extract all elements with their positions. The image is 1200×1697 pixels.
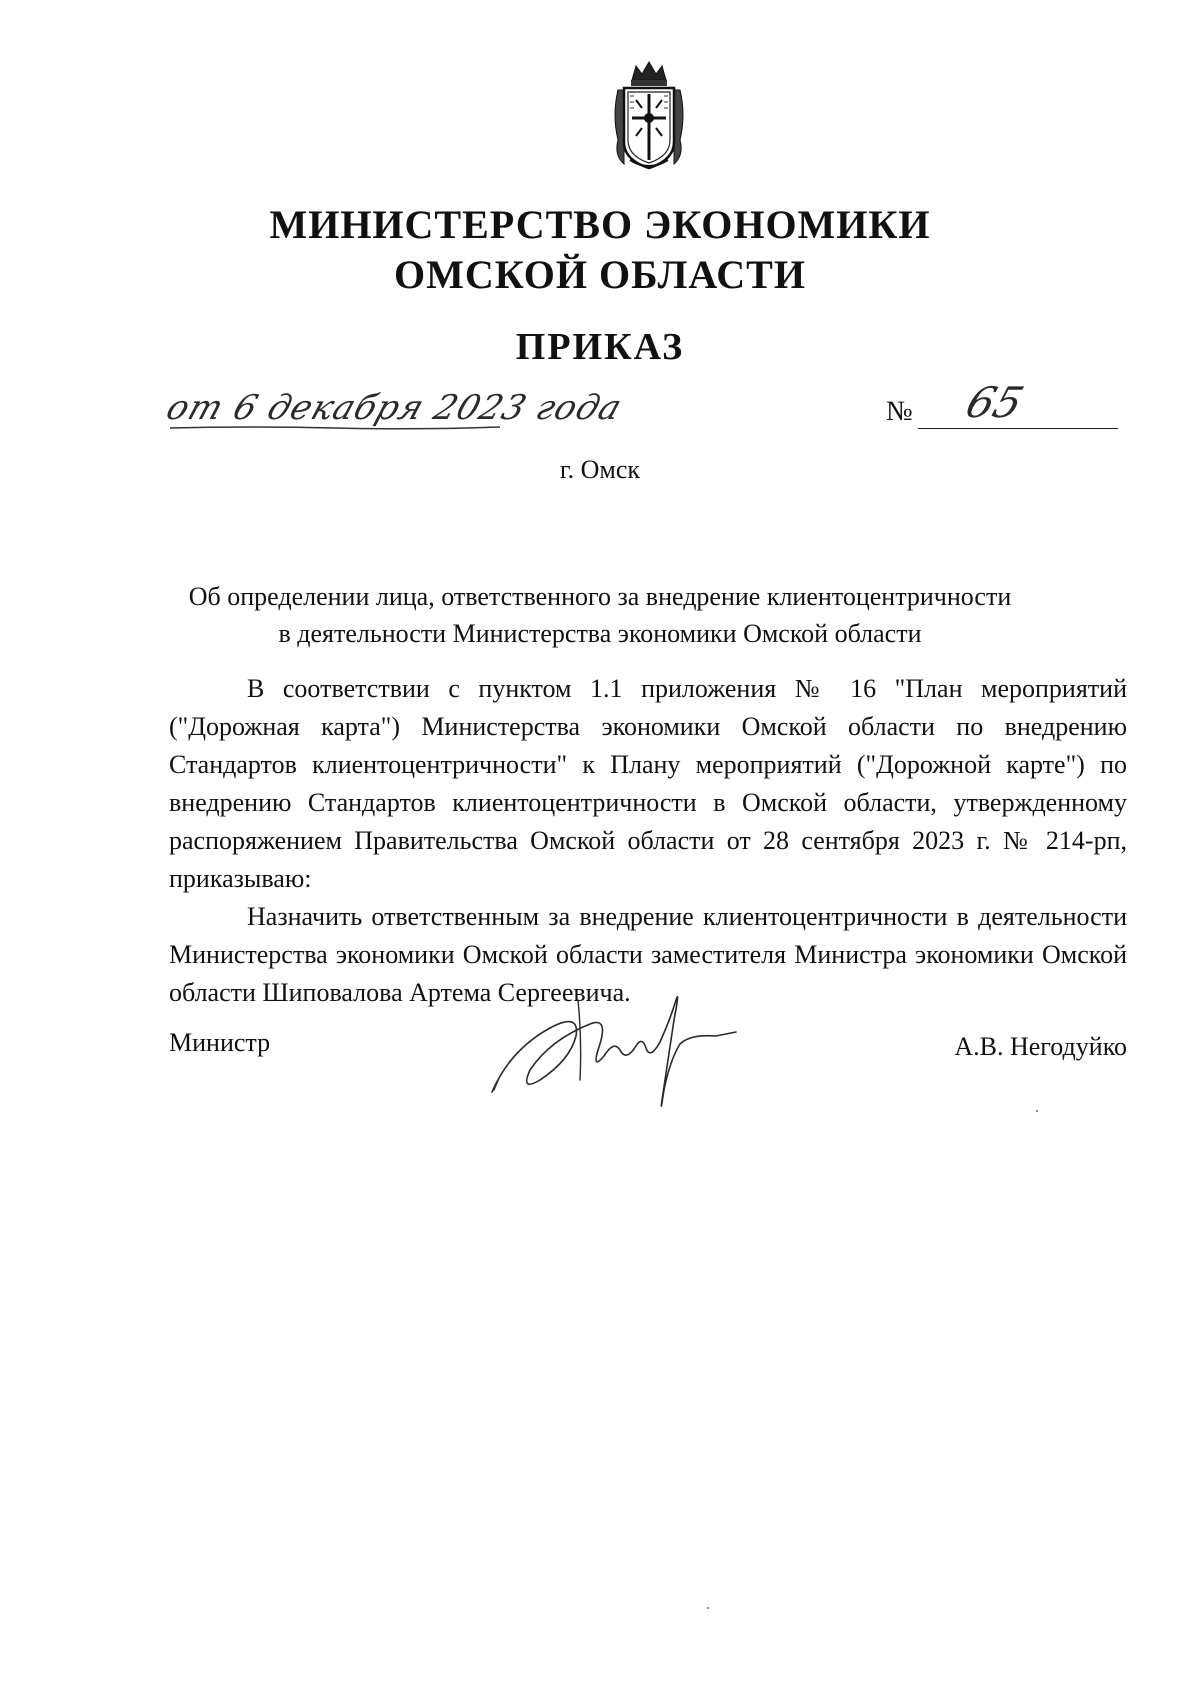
order-title: ПРИКАЗ [515,326,685,368]
signatory-name: А.В. Негодуйко [954,1032,1127,1061]
ministry-title-line2: ОМСКОЙ ОБЛАСТИ [394,252,806,297]
order-number-underline [918,428,1118,429]
handwritten-signature-icon [480,980,760,1120]
order-subject-line2: в деятельности Министерства экономики Омской области [278,619,922,648]
city-line: г. Омск [559,455,641,484]
handwritten-order-number: 65 [960,378,1030,427]
ministry-title-line1: МИНИСТЕРСТВО ЭКОНОМИКИ [269,202,931,247]
coat-of-arms-icon [610,60,688,172]
body-paragraph-1: В соответствии с пунктом 1.1 приложения № 16 "План мероприятий ("Дорожная карта") Министерства экономики Омской области по внедрению Стандартов клиентоцентричности" к Плану мероприятий ("Дорожной карте") по внедрению Стандартов клиентоцентричности в Омской области, утвержденному распоряжением Правительства Омской области от 28 сентября 2023 г. № 214-рп, приказываю: [169,674,1127,893]
handwritten-date: от 6 декабря 2023 года [161,388,628,428]
order-subject [140,578,1060,652]
order-body [169,670,1127,1012]
body-paragraph-2: Назначить ответственным за внедрение клиентоцентричности в деятельности Министерства экономики Омской области заместителя Министра экономики Омской области Шиповалова Артема Сергеевича. [169,902,1127,1007]
order-number-label: № [886,396,913,427]
order-subject-line1: Об определении лица, ответственного за внедрение клиентоцентричности [188,582,1012,611]
signatory-role: Министр [169,1028,271,1057]
scan-speck [707,1607,709,1609]
scan-speck [1036,1110,1038,1112]
date-underline [170,425,500,431]
ministry-title [0,200,1200,300]
